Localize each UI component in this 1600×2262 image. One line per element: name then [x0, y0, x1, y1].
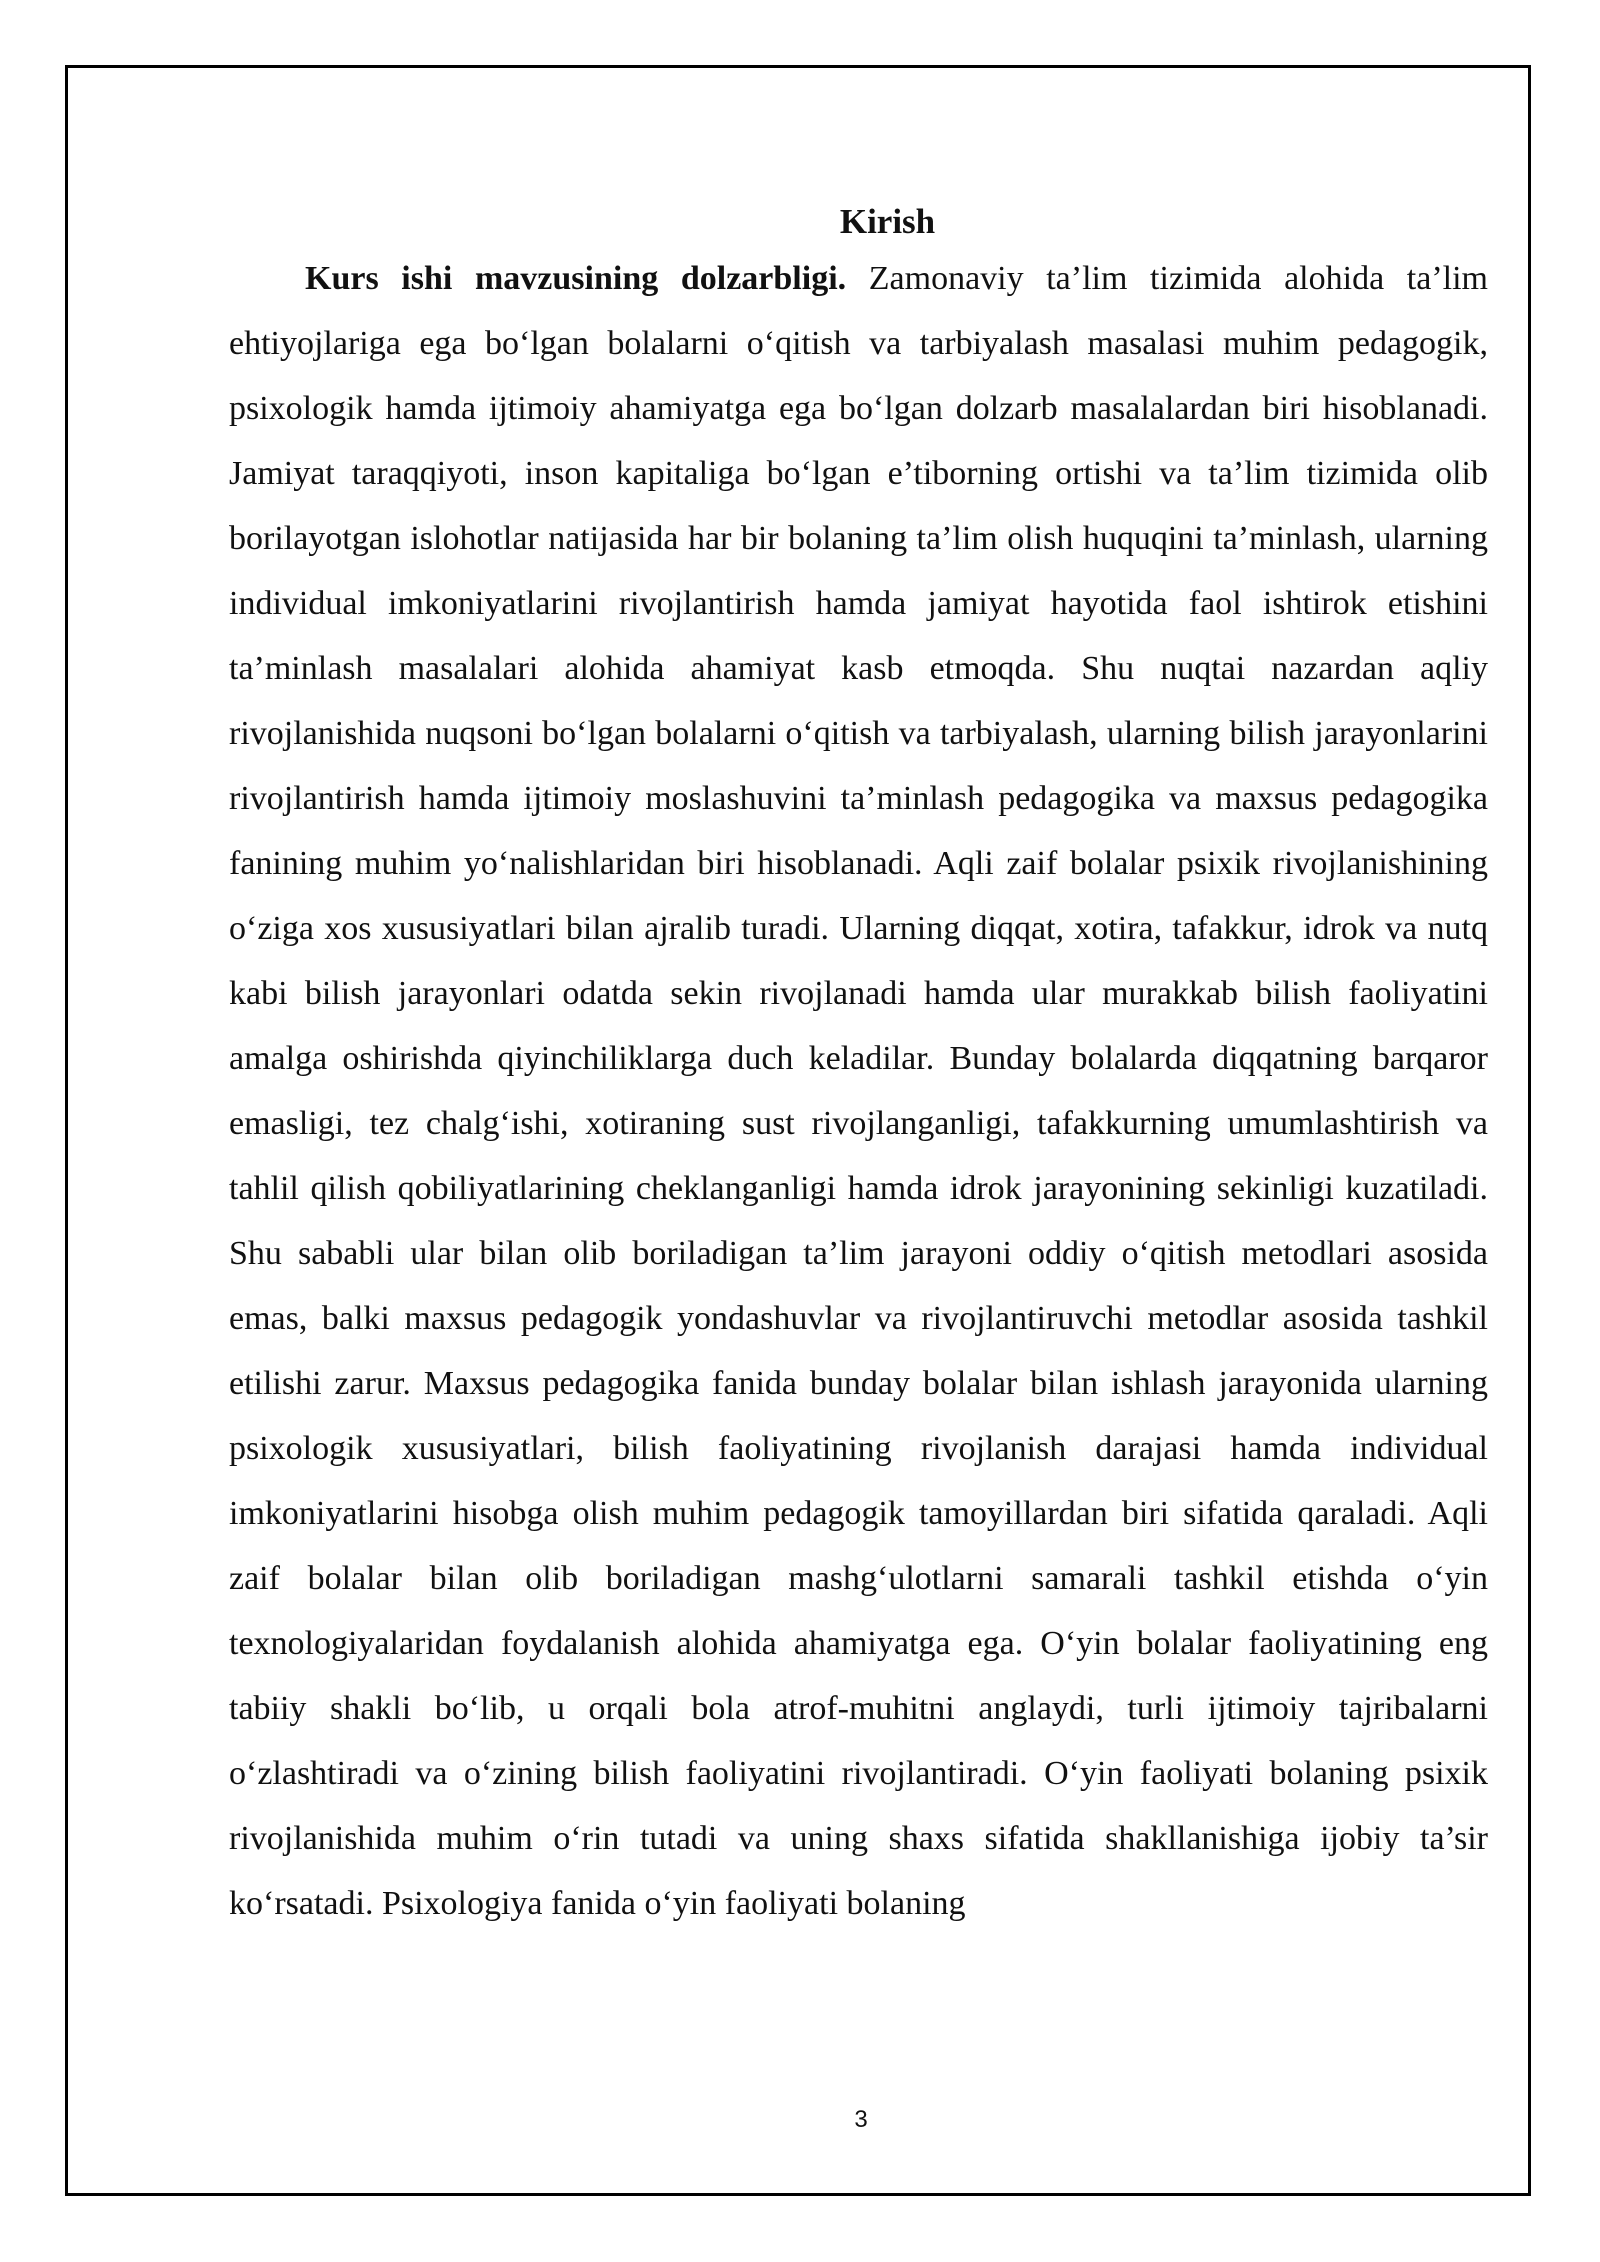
paragraph-lead: Kurs ishi mavzusining dolzarbligi.	[305, 260, 847, 297]
page-number: 3	[854, 2106, 868, 2133]
body-paragraph	[229, 246, 1488, 1936]
section-title: Kirish	[839, 202, 936, 241]
paragraph-text: Zamonaviy ta’lim tizimida alohida ta’lim ehtiyojlariga ega bo‘lgan bolalarni o‘qitish va tarbiyalash masalasi muhim pedagogik, psixologik hamda ijtimoiy ahamiyatga ega bo‘lgan dolzarb masalalardan biri hisoblanadi. Jamiyat taraqqiyoti, inson kapitaliga bo‘lgan e’tiborning ortishi va ta’lim tizimida olib borilayotgan islohotlar natijasida har bir bolaning ta’lim olish huquqini ta’minlash, ularning individual imkoniyatlarini rivojlantirish hamda jamiyat hayotida faol ishtirok etishini ta’minlash masalalari alohida ahamiyat kasb etmoqda. Shu nuqtai nazardan aqliy rivojlanishida nuqsoni bo‘lgan bolalarni o‘qitish va tarbiyalash, ularning bilish jarayonlarini rivojlantirish hamda ijtimoiy moslashuvini ta’minlash pedagogika va maxsus pedagogika fanining muhim yo‘nalishlaridan biri hisoblanadi. Aqli zaif bolalar psixik rivojlanishining o‘ziga xos xususiyatlari bilan ajralib turadi. Ularning diqqat, xotira, tafakkur, idrok va nutq kabi bilish jarayonlari odatda sekin rivojlanadi hamda ular murakkab bilish faoliyatini amalga oshirishda qiyinchiliklarga duch keladilar. Bunday bolalarda diqqatning barqaror emasligi, tez chalg‘ishi, xotiraning sust rivojlanganligi, tafakkurning umumlashtirish va tahlil qilish qobiliyatlarining cheklanganligi hamda idrok jarayonining sekinligi kuzatiladi. Shu sababli ular bilan olib boriladigan ta’lim jarayoni oddiy o‘qitish metodlari asosida emas, balki maxsus pedagogik yondashuvlar va rivojlantiruvchi metodlar asosida tashkil etilishi zarur. Maxsus pedagogika fanida bunday bolalar bilan ishlash jarayonida ularning psixologik xususiyatlari, bilish faoliyatining rivojlanish darajasi hamda individual imkoniyatlarini hisobga olish muhim pedagogik tamoyillardan biri sifatida qaraladi. Aqli zaif bolalar bilan olib boriladigan mashg‘ulotlarni samarali tashkil etishda o‘yin texnologiyalaridan foydalanish alohida ahamiyatga ega. O‘yin bolalar faoliyatining eng tabiiy shakli bo‘lib, u orqali bola atrof-muhitni anglaydi, turli ijtimoiy tajribalarni o‘zlashtiradi va o‘zining bilish faoliyatini rivojlantiradi. O‘yin faoliyati bolaning psixik rivojlanishida muhim o‘rin tutadi va uning shaxs sifatida shakllanishiga ijobiy ta’sir ko‘rsatadi. Psixologiya fanida o‘yin faoliyati bolaning	[229, 260, 1488, 1922]
